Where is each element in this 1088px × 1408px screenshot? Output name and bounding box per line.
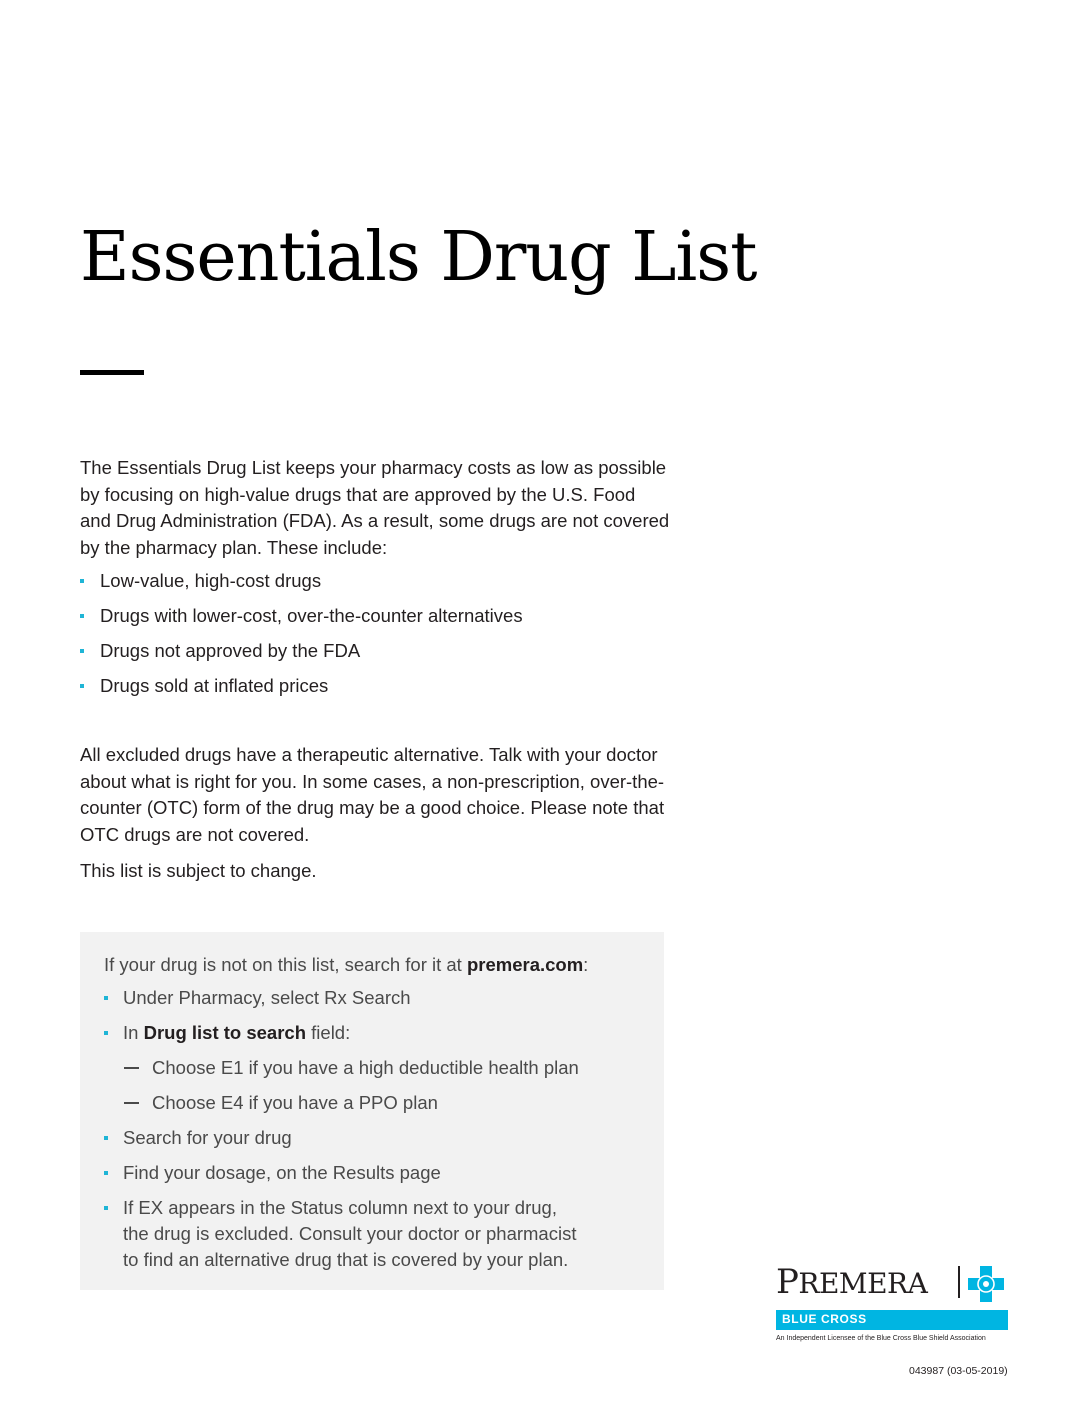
page-title: Essentials Drug List [80,218,757,297]
list-item: Find your dosage, on the Results page [104,1160,579,1186]
premera-logo [776,1262,1008,1346]
sub-list-item: Choose E4 if you have a PPO plan [104,1090,579,1116]
list-item: In Drug list to search field: [104,1020,579,1046]
blue-cross-shield-icon [966,1264,1006,1304]
list-item: Drugs with lower-cost, over-the-counter alternatives [80,603,523,638]
title-rule [80,370,144,375]
logo-separator [958,1266,960,1298]
sub-list-item: Choose E1 if you have a high deductible health plan [104,1055,579,1081]
premera-link[interactable]: premera.com [466,954,584,975]
alternatives-paragraph: All excluded drugs have a therapeutic alternative. Talk with your doctor about what is right for you. In some cases, a non-prescription, over-the-counter (OTC) form of the drug may be a good choice. Please note that OTC drugs are not covered. [80,744,665,845]
list-item: Under Pharmacy, select Rx Search [104,985,579,1011]
search-box-intro: If your drug is not on this list, search for it at premera.com: [104,954,589,975]
list-item: Low-value, high-cost drugs [80,568,523,603]
search-instructions-box [80,932,664,1290]
change-note: This list is subject to change. [80,860,317,881]
search-steps [104,985,579,1282]
licensee-text: An Independent Licensee of the Blue Cross Blue Shield Association [776,1335,986,1342]
list-item: Drugs not approved by the FDA [80,638,523,673]
list-item: Drugs sold at inflated prices [80,673,523,708]
logo-band: BLUE CROSS [776,1310,1008,1330]
list-item: If EX appears in the Status column next to your drug, the drug is excluded. Consult your doctor or pharmacist to find an alternative drug that is covered by your plan. [104,1195,579,1273]
logo-wordmark: PREMERA [776,1262,928,1302]
intro-paragraph: The Essentials Drug List keeps your pharmacy costs as low as possible by focusing on high-value drugs that are approved by the U.S. Food and Drug Administration (FDA). As a result, some drugs are not covered by the pharmacy plan. These include: [80,457,670,558]
exclusion-list [80,568,523,708]
document-number: 043987 (03-05-2019) [909,1365,1008,1377]
list-item: Search for your drug [104,1125,579,1151]
